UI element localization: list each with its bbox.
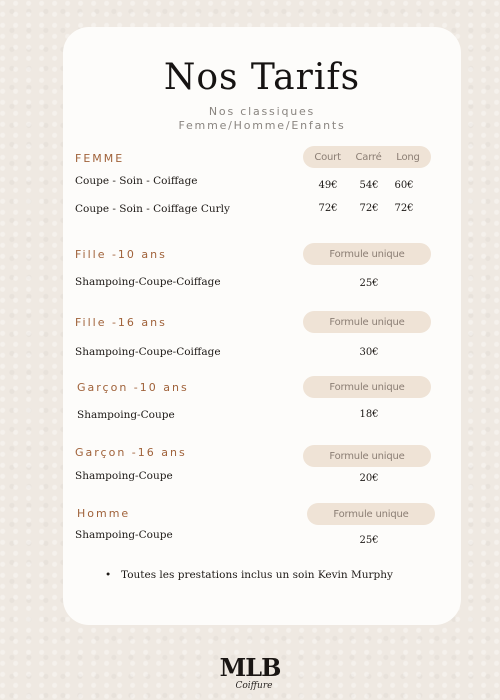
garcon-10-item: Shampoing-Coupe	[77, 409, 175, 421]
section-label-garcon-16: Garçon -16 ans	[75, 446, 187, 459]
formule-unique-pill: Formule unique	[303, 376, 431, 398]
femme-row-1-price-carre: 54€	[359, 180, 379, 191]
garcon-16-price: 20€	[359, 473, 379, 484]
section-label-femme: FEMME	[75, 152, 125, 165]
femme-row-2-price-court: 72€	[318, 203, 338, 214]
femme-row-1-price-court: 49€	[318, 180, 338, 191]
fille-16-price: 30€	[359, 347, 379, 358]
mlb-logo	[210, 652, 290, 692]
homme-item: Shampoing-Coupe	[75, 529, 173, 541]
svg-text:MLB: MLB	[219, 653, 281, 682]
subtitle-line-2: Femme/Homme/Enfants	[178, 119, 346, 132]
section-label-garcon-10: Garçon -10 ans	[77, 381, 189, 394]
section-label-homme: Homme	[77, 507, 131, 520]
fille-10-item: Shampoing-Coupe-Coiffage	[75, 276, 221, 288]
homme-price: 25€	[359, 535, 379, 546]
garcon-16-item: Shampoing-Coupe	[75, 470, 173, 482]
formule-unique-pill: Formule unique	[303, 243, 431, 265]
column-header-carre: Carré	[355, 151, 382, 163]
formule-unique-pill: Formule unique	[303, 445, 431, 467]
page-title: Nos Tarifs	[163, 57, 361, 98]
note-bullet-item	[105, 569, 393, 581]
column-headers-pill	[303, 146, 431, 168]
column-header-long: Long	[396, 151, 420, 163]
formule-unique-pill: Formule unique	[307, 503, 435, 525]
femme-row-1-price-long: 60€	[394, 180, 414, 191]
note-text: Toutes les prestations inclus un soin Kevin Murphy	[121, 569, 393, 581]
garcon-10-price: 18€	[359, 409, 379, 420]
svg-text:Coiffure: Coiffure	[235, 681, 273, 691]
subtitle-line-1: Nos classiques	[208, 105, 316, 118]
femme-row-2-price-long: 72€	[394, 203, 414, 214]
section-label-fille-16: Fille -16 ans	[75, 316, 167, 329]
femme-row-1-name: Coupe - Soin - Coiffage	[75, 175, 198, 187]
formule-unique-pill: Formule unique	[303, 311, 431, 333]
price-card	[63, 27, 461, 625]
femme-row-2-name: Coupe - Soin - Coiffage Curly	[75, 203, 230, 215]
bullet-icon: •	[105, 569, 112, 581]
column-header-court: Court	[314, 151, 341, 163]
fille-16-item: Shampoing-Coupe-Coiffage	[75, 346, 221, 358]
femme-row-2-price-carre: 72€	[359, 203, 379, 214]
section-label-fille-10: Fille -10 ans	[75, 248, 167, 261]
fille-10-price: 25€	[359, 278, 379, 289]
